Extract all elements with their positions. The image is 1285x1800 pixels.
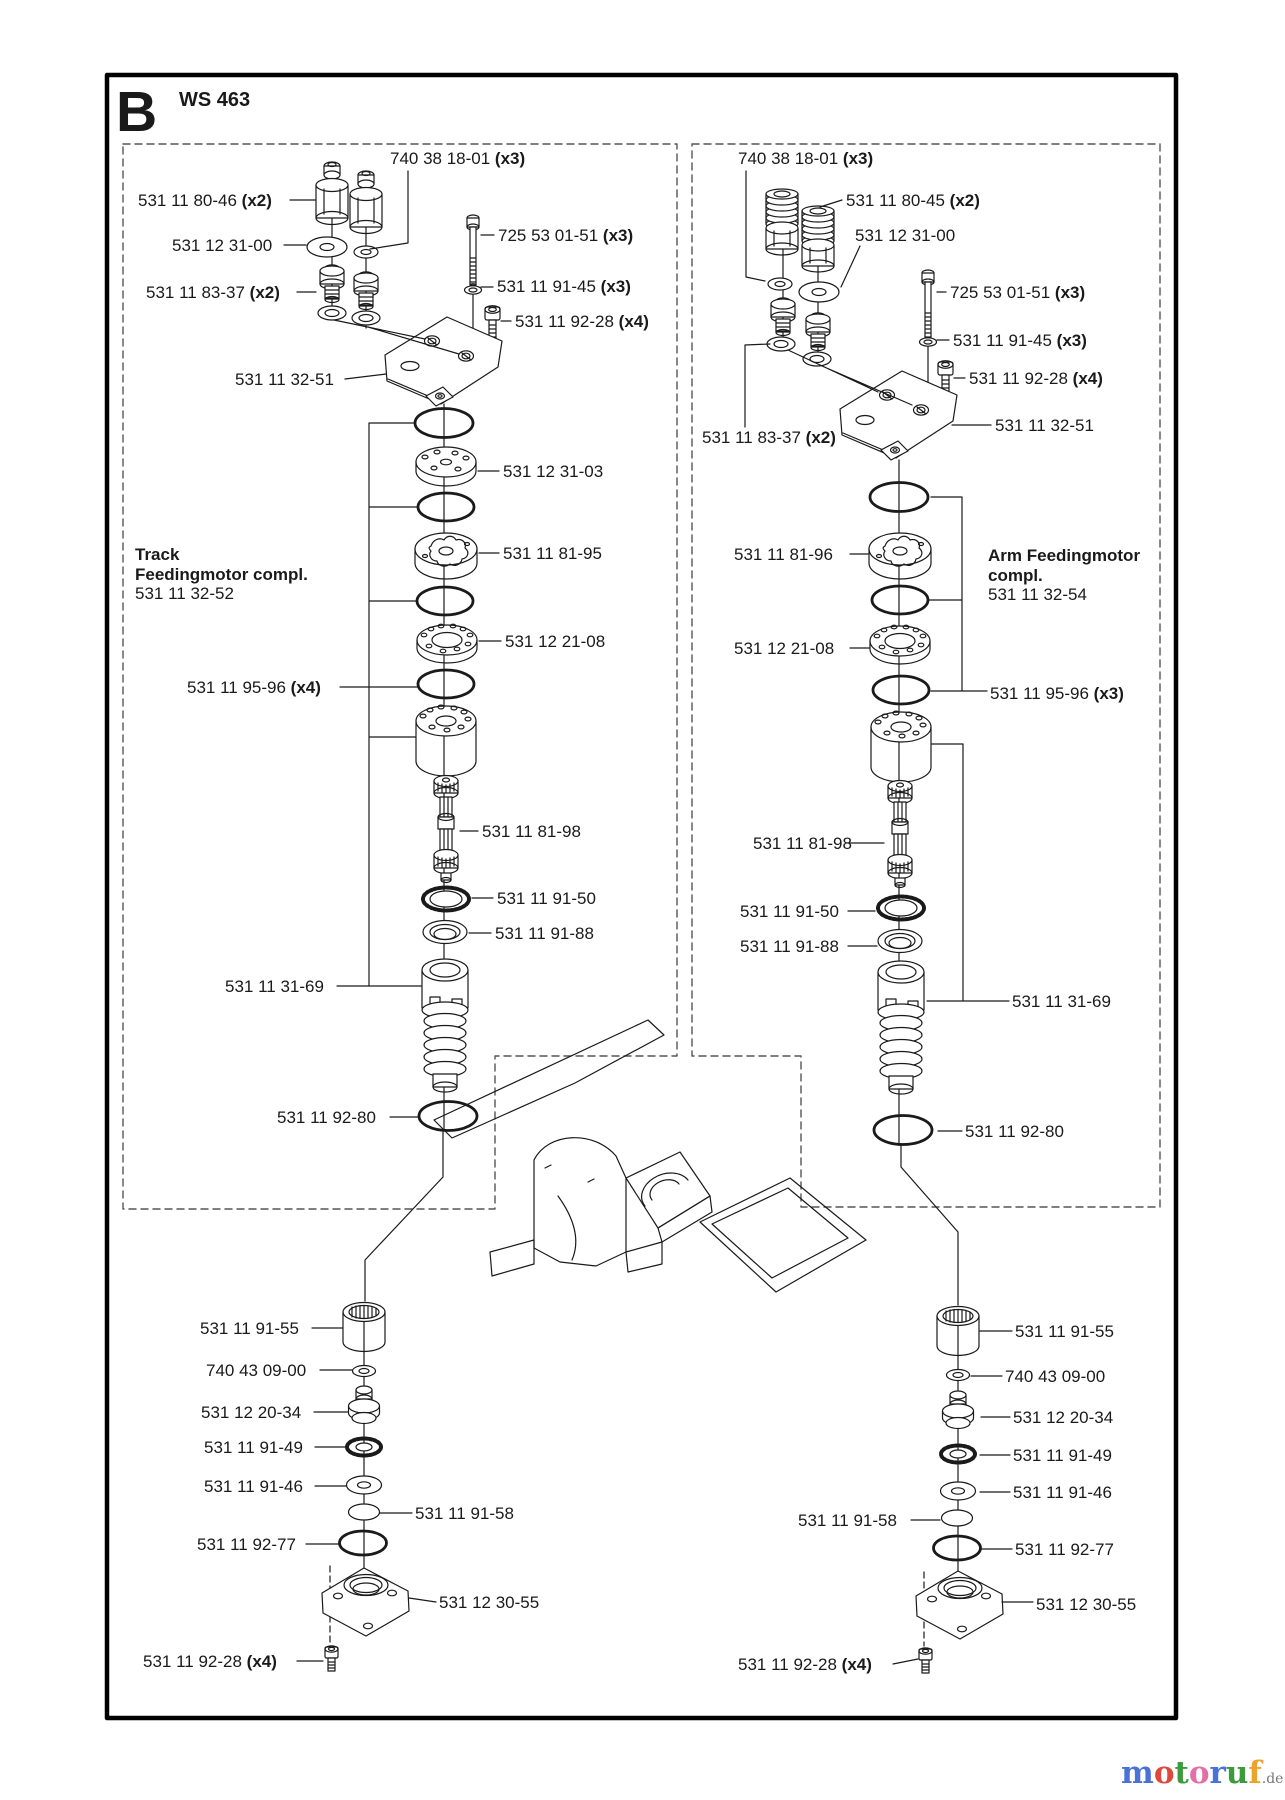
logo-letters: motoruf: [1121, 1755, 1262, 1791]
part-label-725-53-01-51: 725 53 01-51 (x3): [498, 226, 634, 245]
part-label-531-11-81-98: 531 11 81-98: [482, 822, 581, 841]
part-label-531-12-30-55: 531 12 30-55: [439, 1593, 540, 1612]
section-letter: B: [116, 80, 158, 144]
part-label-531-11-92-77: 531 11 92-77: [1015, 1540, 1114, 1559]
part-label-531-11-91-55: 531 11 91-55: [200, 1319, 299, 1338]
part-label-531-11-81-98: 531 11 81-98: [753, 834, 852, 853]
part-label-740-43-09-00: 740 43 09-00: [1005, 1367, 1106, 1386]
part-label-531-11-80-45: 531 11 80-45 (x2): [846, 191, 980, 210]
part-label-531-11-31-69: 531 11 31-69: [225, 977, 324, 996]
part-label-531-11-91-46: 531 11 91-46: [204, 1477, 303, 1496]
part-label-531-11-81-95: 531 11 81-95: [503, 544, 602, 563]
left-output-shaft-parts: [322, 1303, 409, 1672]
part-label-531-11-91-55: 531 11 91-55: [1015, 1322, 1114, 1341]
part-label-531-11-92-80: 531 11 92-80: [965, 1122, 1064, 1141]
part-label-531-11-91-50: 531 11 91-50: [497, 889, 596, 908]
mount-connector-lines: [365, 1130, 958, 1305]
part-label-531-11-92-28: 531 11 92-28 (x4): [143, 1652, 277, 1671]
part-label-531-11-83-37: 531 11 83-37 (x2): [702, 428, 836, 447]
part-label-531-11-92-28: 531 11 92-28 (x4): [969, 369, 1103, 388]
machine-housing-drawing: [434, 1020, 866, 1292]
part-label-740-43-09-00: 740 43 09-00: [206, 1361, 307, 1380]
part-label-531-11-91-46: 531 11 91-46: [1013, 1483, 1112, 1502]
part-label-725-53-01-51: 725 53 01-51 (x3): [950, 283, 1086, 302]
part-label-531-12-21-08: 531 12 21-08: [505, 632, 606, 651]
part-disc-531-12-31-03: [416, 447, 476, 486]
part-label-531-12-20-34: 531 12 20-34: [201, 1403, 302, 1422]
part-label-531-11-92-77: 531 11 92-77: [197, 1535, 296, 1554]
part-label-531-11-91-58: 531 11 91-58: [415, 1504, 514, 1523]
part-label-531-12-31-03: 531 12 31-03: [503, 462, 604, 481]
part-label-531-12-21-08: 531 12 21-08: [734, 639, 835, 658]
part-label-531-12-31-00: 531 12 31-00: [172, 236, 273, 255]
part-label-531-11-83-37: 531 11 83-37 (x2): [146, 283, 280, 302]
right-output-shaft-parts: [916, 1307, 1003, 1674]
part-label-531-11-91-45: 531 11 91-45 (x3): [953, 331, 1087, 350]
part-label-531-12-30-55: 531 12 30-55: [1036, 1595, 1137, 1614]
part-label-531-11-91-50: 531 11 91-50: [740, 902, 839, 921]
dashed-boxes: [123, 144, 1160, 1209]
part-label-531-11-95-96: 531 11 95-96 (x4): [187, 678, 321, 697]
part-label-531-11-32-51: 531 11 32-51: [235, 370, 334, 389]
part-label-531-11-81-96: 531 11 81-96: [734, 545, 833, 564]
part-label-531-11-91-45: 531 11 91-45 (x3): [497, 277, 631, 296]
part-label-531-11-91-58: 531 11 91-58: [798, 1511, 897, 1530]
part-label-531-12-31-00: 531 12 31-00: [855, 226, 956, 245]
part-label-531-11-91-88: 531 11 91-88: [740, 937, 839, 956]
part-label-531-11-95-96: 531 11 95-96 (x3): [990, 684, 1124, 703]
part-label-531-11-31-69: 531 11 31-69: [1012, 992, 1111, 1011]
motoruf-logo: [1121, 1756, 1283, 1790]
part-label-531-11-92-28: 531 11 92-28 (x4): [738, 1655, 872, 1674]
track-feedmotor-group-label: Track Feedingmotor compl. 531 11 32-52: [135, 545, 308, 603]
page-title: WS 463: [179, 89, 251, 111]
part-label-531-11-91-88: 531 11 91-88: [495, 924, 594, 943]
logo-suffix: .de: [1261, 1771, 1284, 1787]
arm-feedmotor-group-label: Arm Feedingmotor compl. 531 11 32-54: [988, 546, 1141, 604]
part-label-740-38-18-01: 740 38 18-01 (x3): [738, 149, 874, 168]
screw-alignment-lines: [330, 1566, 924, 1646]
part-label-531-11-92-80: 531 11 92-80: [277, 1108, 376, 1127]
part-label-531-11-91-49: 531 11 91-49: [204, 1438, 303, 1457]
part-label-531-11-92-28: 531 11 92-28 (x4): [515, 312, 649, 331]
part-label-531-11-91-49: 531 11 91-49: [1013, 1446, 1112, 1465]
part-label-531-11-80-46: 531 11 80-46 (x2): [138, 191, 272, 210]
part-label-531-12-20-34: 531 12 20-34: [1013, 1408, 1114, 1427]
part-label-531-11-32-51: 531 11 32-51: [995, 416, 1094, 435]
part-label-740-38-18-01: 740 38 18-01 (x3): [390, 149, 526, 168]
